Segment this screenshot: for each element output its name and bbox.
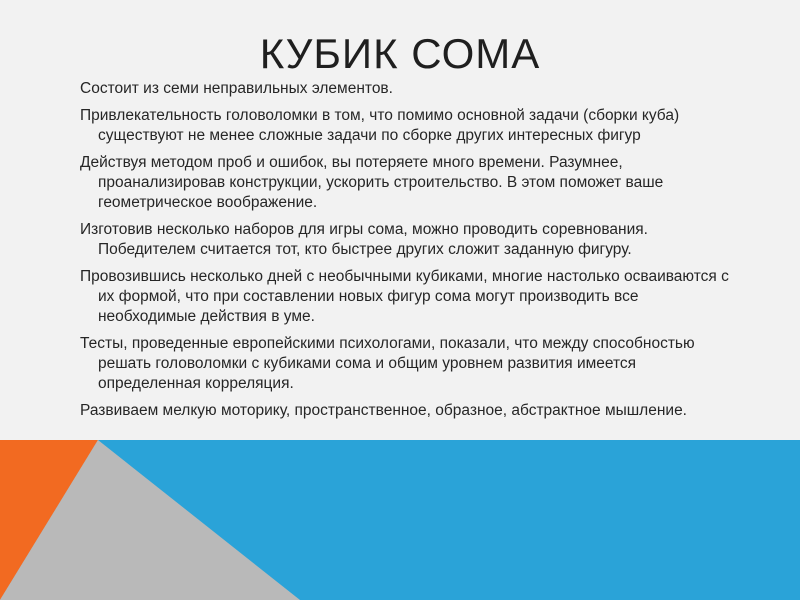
paragraph-mental-assembly: Провозившись несколько дней с необычными кубиками, многие настолько осваиваются с их формой, что при составлении новых фигур сома могут производить все необходимые действия в уме. [80,268,729,325]
paragraph-competitions: Изготовив несколько наборов для игры сома, можно проводить соревнования. Победителем считается тот, кто быстрее других сложит заданную фигуру. [80,221,648,258]
paragraph-thinking-skills: Развиваем мелкую моторику, пространственное, образное, абстрактное мышление. [80,402,687,419]
paragraph-elements: Состоит из семи неправильных элементов. [80,80,393,97]
paragraph-psychology-tests: Тесты, проведенные европейскими психологами, показали, что между способностью решать головоломки с кубиками сома и общим уровнем развития имеется определенная корреляция. [80,335,695,392]
paragraph-attractiveness: Привлекательность головоломки в том, что помимо основной задачи (сборки куба) существуют не менее сложные задачи по сборке других интересных фигур [80,107,680,144]
slide-title: КУБИК СОМА [259,30,541,77]
slide-body [80,79,730,428]
paragraph-trial-and-error: Действуя методом проб и ошибок, вы потеряете много времени. Разумнее, проанализировав конструкции, ускорить строительство. В этом поможет ваше геометрическое воображение. [80,154,664,211]
